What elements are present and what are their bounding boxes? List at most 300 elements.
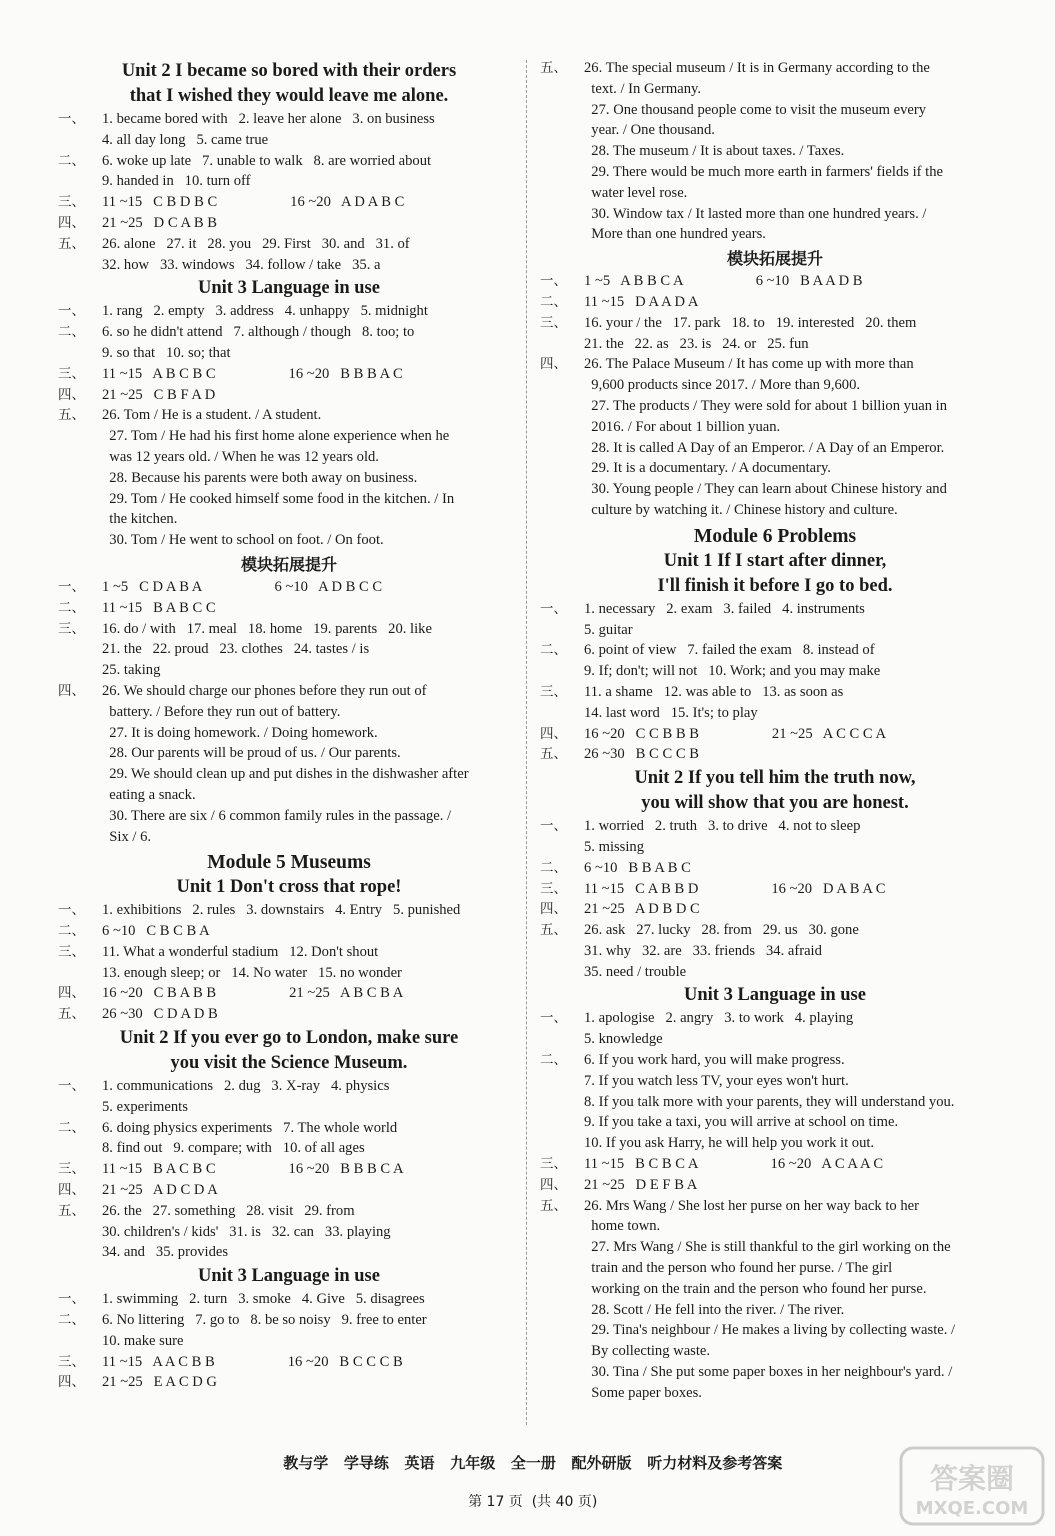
section-label: 二、: [58, 599, 85, 616]
answer-text: 2016. / For about 1 billion yuan.: [584, 418, 781, 435]
answer-text: 26. We should charge our phones before they run out of: [102, 682, 427, 699]
section-label: [58, 130, 102, 151]
answer-text: water level rose.: [584, 184, 688, 201]
answer-line: [58, 1289, 520, 1310]
section-label: 五、: [540, 1197, 567, 1214]
answer-text: 10. make sure: [102, 1332, 184, 1349]
answer-line: [540, 599, 1010, 620]
answer-line: [540, 271, 1010, 292]
section-label: [540, 837, 584, 858]
answer-line: [58, 764, 520, 785]
section-label: [58, 1222, 102, 1243]
answer-text: 32. how 33. windows 34. follow / take 35. a: [102, 256, 381, 273]
answer-text: 26. the 27. something 28. visit 29. from: [102, 1202, 355, 1219]
section-label: 一、: [540, 1010, 567, 1027]
section-label: [58, 255, 102, 276]
answer-text: 8. If you talk more with your parents, they will understand you.: [584, 1093, 955, 1110]
section-label: 五、: [58, 1006, 85, 1023]
answer-text: 1. communications 2. dug 3. X-ray 4. physics: [102, 1078, 390, 1095]
answer-text: 21 ~25 E A C D G: [102, 1374, 217, 1391]
section-label: 一、: [540, 600, 567, 617]
answer-text: 27. It is doing homework. / Doing homework.: [102, 724, 378, 741]
section-label: [58, 171, 102, 192]
answer-text: 26. ask 27. lucky 28. from 29. us 30. gone: [584, 922, 859, 939]
answer-line: [540, 1279, 1010, 1300]
section-label: [540, 1112, 584, 1133]
answer-line: [58, 1159, 520, 1180]
unit-heading: Unit 3 Language in use: [684, 985, 866, 1006]
answer-text: 1 ~5 A B B C A 6 ~10 B A A D B: [584, 273, 863, 290]
answer-text: 16 ~20 C C B B B 21 ~25 A C C C A: [584, 725, 887, 742]
answer-text: was 12 years old. / When he was 12 years old.: [102, 448, 379, 465]
answer-text: 29. It is a documentary. / A documentary.: [584, 460, 831, 477]
answer-line: [540, 58, 1010, 79]
section-label: [540, 1258, 584, 1279]
section-label: 四、: [58, 1182, 85, 1199]
section-label: 一、: [540, 273, 567, 290]
section-label: [540, 224, 584, 245]
answer-line: [58, 983, 520, 1004]
answer-text: 11 ~15 B A C B C 16 ~20 B B B C A: [102, 1161, 404, 1178]
answer-text: 9. If; don't; will not 10. Work; and you may make: [584, 663, 881, 680]
answer-line: [58, 723, 520, 744]
section-label: [58, 489, 102, 510]
section-label: 三、: [58, 194, 85, 211]
section-label: [540, 1320, 584, 1341]
section-label: [540, 458, 584, 479]
answer-text: 6 ~10 C B C B A: [102, 923, 210, 940]
answer-text: 30. Tom / He went to school on foot. / On foot.: [102, 532, 384, 549]
section-label: [540, 183, 584, 204]
section-label: 二、: [58, 1312, 85, 1329]
answer-line: [540, 703, 1010, 724]
answer-line: [58, 681, 520, 702]
answer-line: [58, 234, 520, 255]
section-label: 二、: [58, 152, 85, 169]
answer-line: [540, 1383, 1010, 1404]
answer-text: 11 ~15 D A A D A: [584, 293, 699, 310]
answer-line: [540, 1008, 1010, 1029]
answer-line: [540, 1133, 1010, 1154]
section-label: [540, 375, 584, 396]
answer-text: 28. Because his parents were both away on business.: [102, 469, 418, 486]
section-label: 五、: [58, 407, 85, 424]
section-label: 二、: [540, 859, 567, 876]
answer-line: [58, 489, 520, 510]
answer-text: 16. your / the 17. park 18. to 19. interested 20. them: [584, 314, 917, 331]
section-label: [540, 438, 584, 459]
answer-text: 6. woke up late 7. unable to walk 8. are worried about: [102, 152, 432, 169]
answer-text: 30. There are six / 6 common family rules in the passage. /: [102, 807, 452, 824]
answer-line: [540, 837, 1010, 858]
section-label: [540, 162, 584, 183]
answer-line: [58, 702, 520, 723]
answer-text: 9,600 products since 2017. / More than 9,600.: [584, 377, 861, 394]
section-label: [58, 1242, 102, 1263]
answer-line: [58, 447, 520, 468]
answer-line: [540, 899, 1010, 920]
answer-text: 34. and 35. provides: [102, 1244, 229, 1261]
unit-heading: Unit 2 If you tell him the truth now,: [634, 768, 916, 789]
answer-line: [540, 1258, 1010, 1279]
unit-heading: Unit 3 Language in use: [198, 278, 380, 299]
section-label: 一、: [58, 1078, 85, 1095]
answer-line: [58, 171, 520, 192]
answer-line: [540, 1154, 1010, 1175]
answer-text: 26 ~30 B C C C B: [584, 746, 699, 763]
answer-text: 21 ~25 D E F B A: [584, 1176, 698, 1193]
section-label: [58, 743, 102, 764]
answer-line: [540, 941, 1010, 962]
answer-line: [58, 426, 520, 447]
watermark-text: 答案圈: [929, 1462, 1015, 1495]
answer-text: 28. Scott / He fell into the river. / The river.: [584, 1301, 845, 1318]
answer-line: [540, 1237, 1010, 1258]
section-label: 一、: [58, 1291, 85, 1308]
answer-text: 11. a shame 12. was able to 13. as soon as: [584, 683, 844, 700]
section-label: 一、: [58, 578, 85, 595]
answer-line: [540, 354, 1010, 375]
section-label: [58, 963, 102, 984]
section-label: [58, 785, 102, 806]
answer-line: [540, 816, 1010, 837]
answer-text: 26. The special museum / It is in Germany according to the: [584, 60, 930, 76]
section-label: 二、: [58, 324, 85, 341]
answer-line: [540, 334, 1010, 355]
answer-line: [540, 744, 1010, 765]
section-heading: 模块拓展提升: [240, 554, 337, 574]
answer-text: 28. It is called A Day of an Emperor. / A Day of an Emperor.: [584, 439, 945, 456]
section-label: 四、: [58, 1374, 85, 1391]
answer-line: [540, 1112, 1010, 1133]
answer-line: [540, 1071, 1010, 1092]
answer-text: 1. became bored with 2. leave her alone 3. on business: [102, 111, 435, 127]
section-label: [58, 509, 102, 530]
section-label: [540, 1362, 584, 1383]
answer-line: [540, 1216, 1010, 1237]
answer-text: 27. Tom / He had his first home alone experience when he: [102, 428, 450, 445]
answer-line: [58, 1180, 520, 1201]
section-label: [58, 702, 102, 723]
section-label: [58, 343, 102, 364]
answer-text: 5. experiments: [102, 1098, 188, 1115]
answer-text: 6. If you work hard, you will make progress.: [584, 1052, 845, 1069]
answer-text: 11 ~15 A B C B C 16 ~20 B B B A C: [102, 365, 403, 382]
answer-line: [540, 313, 1010, 334]
section-label: 一、: [58, 111, 85, 127]
answer-text: 21 ~25 A D C D A: [102, 1182, 218, 1199]
answer-text: 4. all day long 5. came true: [102, 131, 269, 148]
answer-line: [540, 438, 1010, 459]
section-label: [540, 1237, 584, 1258]
answer-line: [540, 1300, 1010, 1321]
section-label: [540, 1092, 584, 1113]
section-label: 三、: [540, 1156, 567, 1173]
answer-line: [58, 806, 520, 827]
answer-line: [540, 417, 1010, 438]
answer-text: 14. last word 15. It's; to play: [584, 704, 758, 721]
unit-heading: Unit 2 If you ever go to London, make sure: [119, 1028, 459, 1049]
answer-text: 1. swimming 2. turn 3. smoke 4. Give 5. disagrees: [102, 1291, 425, 1308]
section-label: 三、: [540, 314, 567, 331]
section-label: [540, 141, 584, 162]
answer-text: Some paper boxes.: [584, 1384, 702, 1401]
answer-line: [540, 375, 1010, 396]
answer-line: [540, 458, 1010, 479]
answer-line: [58, 598, 520, 619]
answer-line: [540, 879, 1010, 900]
answer-text: 27. One thousand people come to visit the museum every: [584, 101, 927, 118]
answer-line: [58, 1242, 520, 1263]
answer-text: the kitchen.: [102, 511, 178, 528]
answer-line: [540, 500, 1010, 521]
answer-line: [58, 468, 520, 489]
answer-line: [58, 1222, 520, 1243]
section-label: 四、: [540, 1176, 567, 1193]
answer-line: [58, 385, 520, 406]
section-label: [540, 1300, 584, 1321]
answer-text: 27. The products / They were sold for about 1 billion yuan in: [584, 397, 948, 414]
answer-text: 16 ~20 C B A B B 21 ~25 A B C B A: [102, 985, 404, 1002]
section-label: [540, 417, 584, 438]
answer-text: 16. do / with 17. meal 18. home 19. parents 20. like: [102, 620, 432, 637]
answer-line: [540, 962, 1010, 983]
section-label: 一、: [540, 818, 567, 835]
section-label: 二、: [540, 293, 567, 310]
answer-text: 26. Tom / He is a student. / A student.: [102, 407, 322, 424]
answer-text: text. / In Germany.: [584, 80, 701, 97]
section-label: 三、: [58, 1161, 85, 1178]
section-label: [540, 479, 584, 500]
answer-text: 9. If you take a taxi, you will arrive at school on time.: [584, 1114, 899, 1131]
answer-text: 6. No littering 7. go to 8. be so noisy 9. free to enter: [102, 1312, 427, 1329]
answer-line: [540, 661, 1010, 682]
answer-text: working on the train and the person who found her purse.: [584, 1280, 927, 1297]
answer-line: [540, 682, 1010, 703]
section-label: 五、: [540, 746, 567, 763]
answer-line: [540, 1362, 1010, 1383]
section-label: [540, 1279, 584, 1300]
section-label: [540, 1216, 584, 1237]
answer-text: 7. If you watch less TV, your eyes won't hurt.: [584, 1072, 849, 1089]
section-label: [58, 723, 102, 744]
answer-line: [540, 920, 1010, 941]
answer-line: [58, 509, 520, 530]
section-label: 四、: [58, 386, 85, 403]
section-label: [540, 204, 584, 225]
answer-text: 28. The museum / It is about taxes. / Taxes.: [584, 143, 845, 160]
section-label: [540, 500, 584, 521]
answer-line: [540, 183, 1010, 204]
answer-line: [540, 724, 1010, 745]
answer-text: 29. We should clean up and put dishes in the dishwasher after: [102, 766, 469, 783]
unit-heading: you visit the Science Museum.: [170, 1053, 408, 1074]
section-label: 三、: [540, 683, 567, 700]
section-label: [58, 468, 102, 489]
answer-text: year. / One thousand.: [584, 122, 715, 139]
answer-line: [540, 292, 1010, 313]
section-label: [58, 639, 102, 660]
footer-book-title: 教与学 学导练 英语 九年级 全一册 配外研版 听力材料及参考答案: [283, 1454, 783, 1472]
answer-line: [58, 1138, 520, 1159]
answer-text: 11 ~15 B C B C A 16 ~20 A C A A C: [584, 1156, 884, 1173]
answer-text: 11. What a wonderful stadium 12. Don't shout: [102, 943, 379, 960]
section-label: [58, 827, 102, 848]
section-label: [58, 426, 102, 447]
module-heading: Module 5 Museums: [207, 852, 371, 874]
answer-text: 11 ~15 A A C B B 16 ~20 B C C C B: [102, 1353, 403, 1370]
answer-line: [58, 322, 520, 343]
watermark-stamp-icon: [897, 1444, 1047, 1528]
answer-text: 1. exhibitions 2. rules 3. downstairs 4. Entry 5. punished: [102, 902, 461, 919]
section-label: 五、: [540, 60, 567, 76]
section-label: [58, 447, 102, 468]
section-label: 四、: [58, 214, 85, 231]
section-label: [540, 620, 584, 641]
section-label: 二、: [58, 923, 85, 940]
answer-line: [540, 204, 1010, 225]
unit-heading: you will show that you are honest.: [641, 793, 909, 814]
answer-line: [58, 151, 520, 172]
section-label: 二、: [58, 1119, 85, 1136]
answer-text: 26. Mrs Wang / She lost her purse on her way back to her: [584, 1197, 919, 1214]
section-label: 三、: [58, 365, 85, 382]
answer-text: 30. children's / kids' 31. is 32. can 33. playing: [102, 1223, 391, 1240]
answer-line: [540, 120, 1010, 141]
answer-line: [540, 79, 1010, 100]
answer-line: [540, 100, 1010, 121]
section-label: [540, 661, 584, 682]
answer-line: [540, 640, 1010, 661]
answer-line: [540, 224, 1010, 245]
answer-line: [58, 1097, 520, 1118]
answer-text: 11 ~15 B A B C C: [102, 599, 216, 616]
answer-text: 5. knowledge: [584, 1031, 663, 1048]
section-label: [540, 1133, 584, 1154]
answer-line: [58, 785, 520, 806]
answer-text: 21. the 22. as 23. is 24. or 25. fun: [584, 335, 809, 352]
answer-line: [58, 639, 520, 660]
section-label: 五、: [540, 922, 567, 939]
module-heading: Module 6 Problems: [693, 525, 857, 547]
answer-line: [58, 619, 520, 640]
section-label: [540, 120, 584, 141]
answer-line: [58, 1352, 520, 1373]
answer-text: 6 ~10 B B A B C: [584, 859, 691, 876]
answer-text: 21. the 22. proud 23. clothes 24. tastes / is: [102, 641, 370, 658]
answer-line: [58, 660, 520, 681]
section-label: [58, 660, 102, 681]
answer-line: [58, 1310, 520, 1331]
answer-line: [58, 364, 520, 385]
answer-text: 27. Mrs Wang / She is still thankful to the girl working on the: [584, 1239, 951, 1256]
section-label: [540, 962, 584, 983]
section-label: [58, 1331, 102, 1352]
section-label: [540, 1383, 584, 1404]
answer-text: 1. worried 2. truth 3. to drive 4. not to sleep: [584, 818, 861, 835]
answer-line: [58, 963, 520, 984]
answer-line: [540, 620, 1010, 641]
section-label: [58, 1138, 102, 1159]
answer-text: 11 ~15 C A B B D 16 ~20 D A B A C: [584, 880, 886, 897]
answer-text: battery. / Before they run out of battery.: [102, 703, 341, 720]
column-divider: [526, 60, 527, 1425]
answer-line: [58, 405, 520, 426]
answer-text: 26. The Palace Museum / It has come up with more than: [584, 356, 914, 373]
answer-line: [540, 1050, 1010, 1071]
section-label: [540, 1341, 584, 1362]
answer-text: 6. doing physics experiments 7. The whole world: [102, 1119, 398, 1136]
section-label: 三、: [540, 880, 567, 897]
answer-text: 13. enough sleep; or 14. No water 15. no wonder: [102, 964, 402, 981]
section-label: [540, 79, 584, 100]
answer-line: [540, 1175, 1010, 1196]
section-label: [540, 1071, 584, 1092]
unit-heading: Unit 1 Don't cross that rope!: [176, 877, 402, 898]
section-label: [540, 1029, 584, 1050]
answer-text: 9. handed in 10. turn off: [102, 173, 251, 190]
unit-heading: Unit 2 I became so bored with their orders: [121, 61, 457, 81]
section-label: [540, 703, 584, 724]
unit-heading: that I wished they would leave me alone.: [129, 86, 449, 106]
answer-line: [58, 1004, 520, 1025]
answer-line: [540, 1341, 1010, 1362]
answer-text: 21 ~25 C B F A D: [102, 386, 216, 403]
answer-text: 10. If you ask Harry, he will help you work it out.: [584, 1135, 875, 1152]
answer-line: [540, 858, 1010, 879]
answer-line: [58, 343, 520, 364]
answer-text: 6. so he didn't attend 7. although / though 8. too; to: [102, 324, 415, 341]
section-label: [540, 941, 584, 962]
answer-text: 30. Window tax / It lasted more than one hundred years. /: [584, 205, 927, 222]
section-label: 五、: [58, 1202, 85, 1219]
answer-text: 29. Tom / He cooked himself some food in the kitchen. / In: [102, 490, 455, 507]
answer-line: [58, 743, 520, 764]
section-label: [58, 530, 102, 551]
section-label: 三、: [58, 620, 85, 637]
section-label: 五、: [58, 235, 85, 252]
answer-line: [540, 1196, 1010, 1217]
answer-text: 6. point of view 7. failed the exam 8. instead of: [584, 642, 875, 659]
answer-line: [540, 396, 1010, 417]
answer-line: [58, 577, 520, 598]
answer-text: 29. Tina's neighbour / He makes a living by collecting waste. /: [584, 1322, 956, 1339]
section-label: [58, 806, 102, 827]
section-label: 三、: [58, 943, 85, 960]
answer-text: 21 ~25 D C A B B: [102, 214, 217, 231]
answer-line: [540, 1320, 1010, 1341]
section-label: 四、: [540, 901, 567, 918]
section-heading: 模块拓展提升: [726, 249, 823, 269]
answer-text: 8. find out 9. compare; with 10. of all ages: [102, 1140, 365, 1157]
answer-line: [58, 255, 520, 276]
answer-text: 26 ~30 C D A D B: [102, 1006, 218, 1023]
answer-line: [540, 141, 1010, 162]
answer-line: [58, 1076, 520, 1097]
section-label: 三、: [58, 1353, 85, 1370]
section-label: 二、: [540, 1052, 567, 1069]
answer-line: [58, 109, 520, 130]
section-label: 四、: [540, 356, 567, 373]
answer-text: 31. why 32. are 33. friends 34. afraid: [584, 942, 822, 959]
answer-text: 30. Tina / She put some paper boxes in her neighbour's yard. /: [584, 1364, 953, 1381]
unit-heading: Unit 1 If I start after dinner,: [663, 550, 887, 571]
answer-line: [58, 1331, 520, 1352]
page-number: 第 17 页 (共 40 页): [468, 1494, 598, 1510]
answer-line: [58, 301, 520, 322]
answer-line: [58, 1201, 520, 1222]
answer-line: [540, 1092, 1010, 1113]
